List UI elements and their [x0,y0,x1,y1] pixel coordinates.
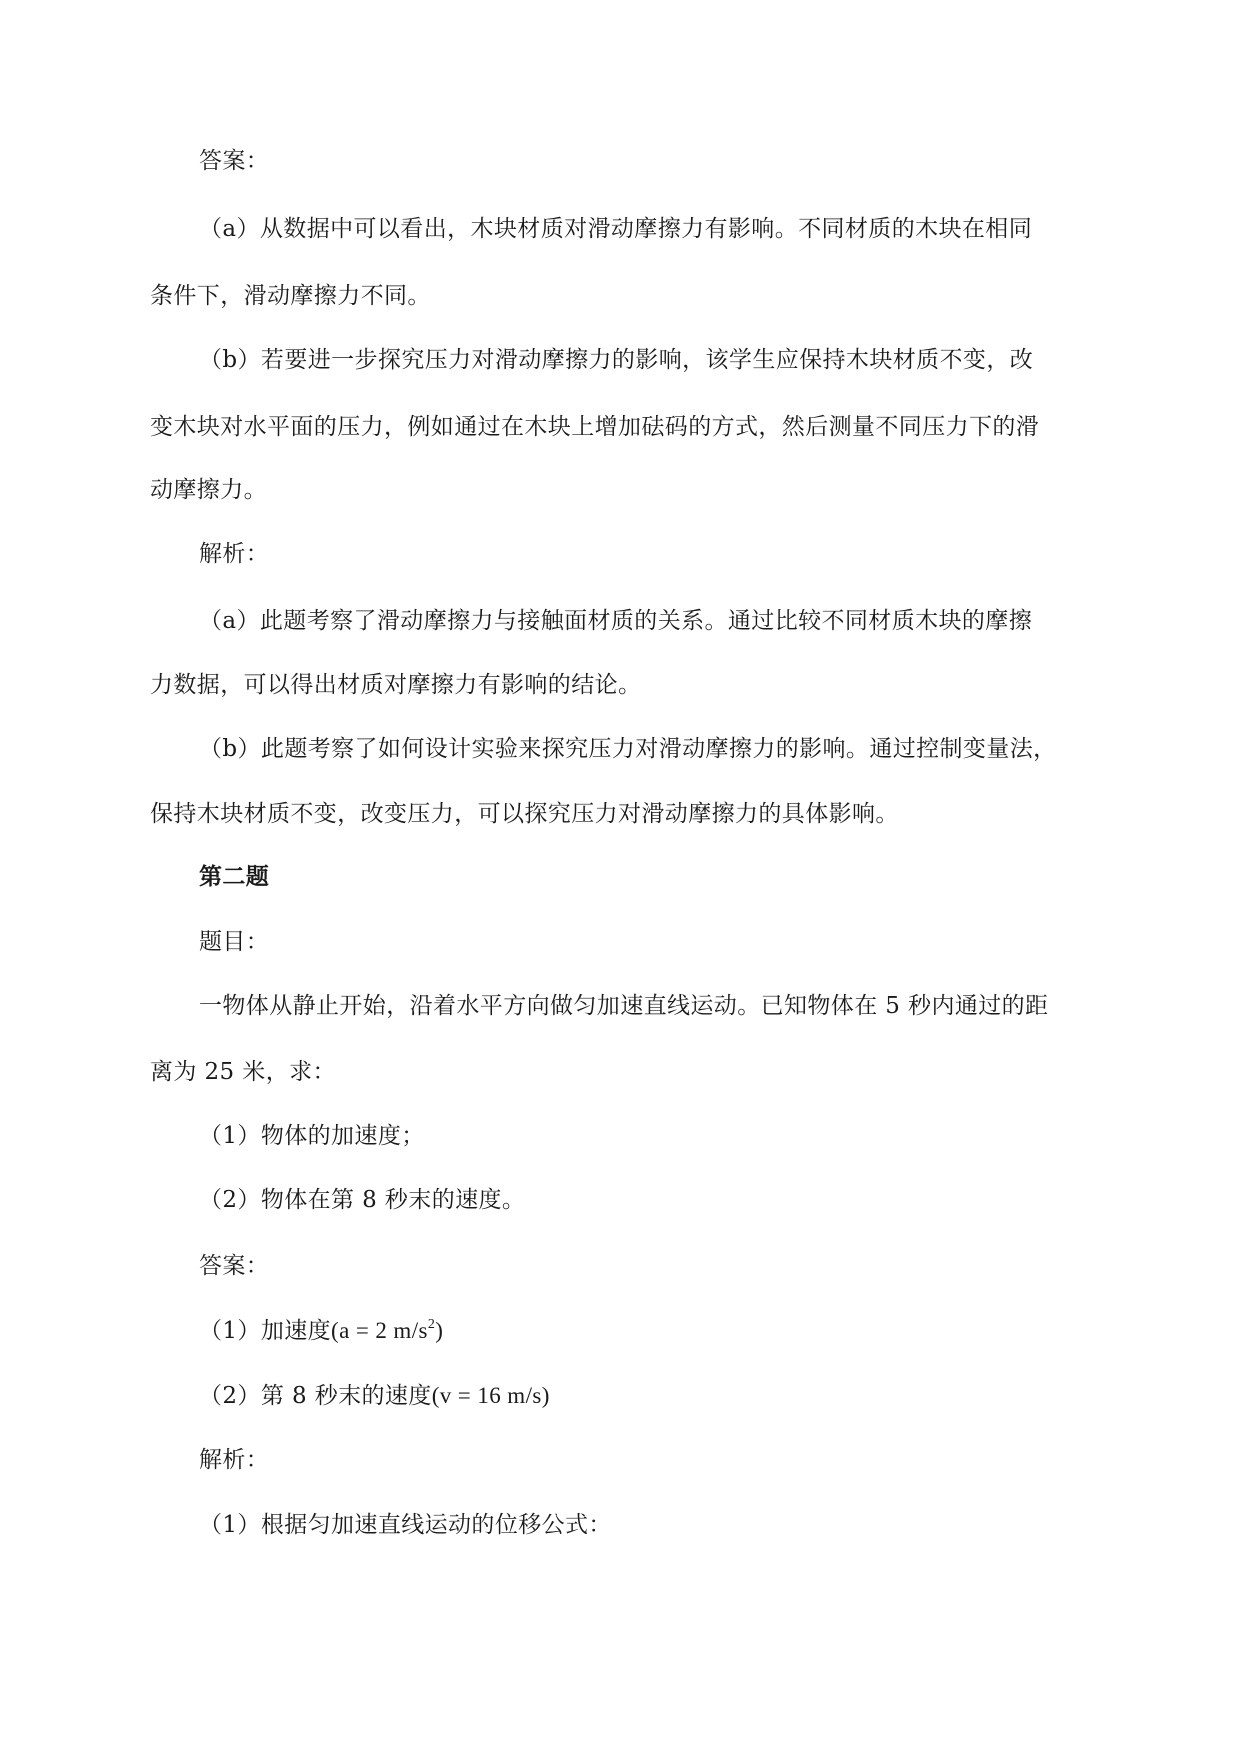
answer-a-line-1: （a）从数据中可以看出，木块材质对滑动摩擦力有影响。不同材质的木块在相同 [199,216,1033,242]
answer-b-line-2: 变木块对水平面的压力，例如通过在木块上增加砝码的方式，然后测量不同压力下的滑 [150,414,1040,440]
answer-2-heading: 答案： [199,1253,270,1279]
question-topic-label: 题目： [199,929,270,955]
velocity-formula: (v = 16 m/s) [431,1383,550,1408]
answer-heading: 答案： [199,148,270,174]
answer-b-line-1: （b）若要进一步探究压力对滑动摩擦力的影响，该学生应保持木块材质不变，改 [199,347,1034,373]
acceleration-close-paren: ) [435,1318,444,1343]
analysis-a-line-1: （a）此题考察了滑动摩擦力与接触面材质的关系。通过比较不同材质木块的摩擦 [199,608,1033,634]
answer-2-item-1 [199,1316,443,1346]
question-stem-line-1: 一物体从静止开始，沿着水平方向做匀加速直线运动。已知物体在 5 秒内通过的距 [199,993,1049,1019]
analysis-a-line-2: 力数据，可以得出材质对摩擦力有影响的结论。 [150,672,642,698]
acceleration-exponent: 2 [427,1317,436,1332]
answer-2-item-2-prefix: （2）第 8 秒末的速度 [199,1383,432,1409]
question-sub-1: （1）物体的加速度； [199,1123,425,1149]
analysis-b-line-1: （b）此题考察了如何设计实验来探究压力对滑动摩擦力的影响。通过控制变量法， [199,736,1057,762]
question-sub-2: （2）物体在第 8 秒末的速度。 [199,1187,526,1213]
answer-a-line-2: 条件下，滑动摩擦力不同。 [150,283,431,309]
answer-2-item-1-prefix: （1）加速度 [199,1318,332,1344]
answer-b-line-3: 动摩擦力。 [150,477,267,503]
answer-2-item-2 [199,1381,550,1411]
analysis-2-item-1: （1）根据匀加速直线运动的位移公式： [199,1512,612,1538]
analysis-heading: 解析： [199,541,270,567]
analysis-2-heading: 解析： [199,1447,270,1473]
question-stem-line-2: 离为 25 米，求： [150,1059,336,1085]
analysis-b-line-2: 保持木块材质不变，改变压力，可以探究压力对滑动摩擦力的具体影响。 [150,801,899,827]
question-2-heading: 第二题 [199,863,270,890]
acceleration-formula: (a = 2 m/s [331,1318,428,1343]
